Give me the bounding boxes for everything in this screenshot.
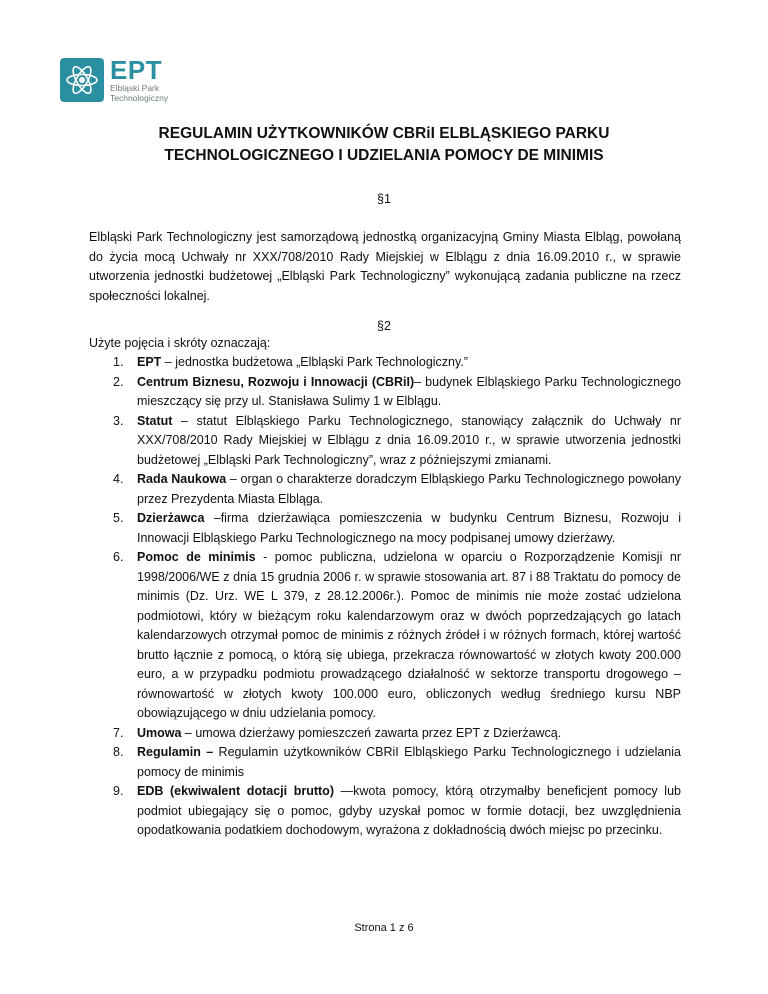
- definition-term: Pomoc de minimis: [137, 550, 256, 564]
- page-number: Strona 1 z 6: [354, 922, 414, 934]
- definition-term: EPT: [137, 355, 162, 369]
- definition-item: [89, 782, 681, 841]
- title-line-2: TECHNOLOGICZNEGO I UDZIELANIA POMOCY DE MINIMIS: [164, 147, 604, 164]
- section-2-mark: §2: [377, 319, 391, 333]
- definition-description: - pomoc publiczna, udzielona w oparciu o Rozporządzenie Komisji nr 1998/2006/WE z dnia 15 grudnia 2006 r. w sprawie stosowania art. 87 i 88 Traktatu do pomocy de minimis (Dz. Urz. WE L 379, z 28.12.2006r.). Pomoc de minimis nie może zostać udzielona podmiotowi, który w bieżącym roku kalendarzowym oraz w dwóch poprzedzających go latach kalendarzowych otrzymał pomoc de minimis z różnych źródeł i w różnych formach, której wartość brutto łącznie z pomocą, o którą się ubiega, przekracza równowartość w złotych kwoty 200.000 euro, a w przypadku podmiotu prowadzącego działalność w sektorze transportu drogowego – równowartość w złotych kwoty 100.000 euro, obliczonych według średniego kursu NBP obowiązującego w dniu udzielania pomocy.: [137, 550, 682, 720]
- definition-description: – umowa dzierżawy pomieszczeń zawarta przez EPT z Dzierżawcą.: [181, 725, 562, 740]
- section-2-intro: Użyte pojęcia i skróty oznaczają:: [89, 336, 271, 350]
- definition-number: 1.: [113, 355, 124, 369]
- definition-description: – statut Elbląskiego Parku Technologicznego, stanowiący załącznik do Uchwały nr XXX/708/2010 Rady Miejskiej w Elblągu z dnia 16.09.2010 r., w sprawie utworzenia jednostki budżetowej „Elbląski Park Technologiczny”, wraz z późniejszymi zmianami.: [137, 413, 681, 467]
- definition-term: Rada Naukowa: [137, 472, 227, 486]
- definition-term: Centrum Biznesu, Rozwoju i Innowacji (CBRiI): [137, 374, 415, 389]
- definition-number: 3.: [113, 413, 124, 428]
- definition-term: Umowa: [137, 725, 182, 740]
- logo-abbreviation: EPT: [110, 55, 163, 85]
- definition-item: [89, 353, 681, 373]
- ept-logo: [60, 57, 168, 103]
- definition-item: [89, 373, 681, 412]
- definition-number: 8.: [113, 745, 124, 759]
- definition-number: 4.: [113, 472, 124, 486]
- definition-item: [89, 724, 681, 744]
- definition-description: – jednostka budżetowa „Elbląski Park Technologiczny.”: [161, 355, 468, 369]
- definition-number: 5.: [113, 511, 124, 525]
- definition-number: 2.: [113, 374, 124, 389]
- definition-term: Regulamin –: [137, 745, 214, 759]
- logo-subtitle-line1: Elbląski Park: [110, 83, 160, 93]
- definition-term: Dzierżawca: [137, 511, 205, 525]
- definition-description: –firma dzierżawiąca pomieszczenia w budynku Centrum Biznesu, Rozwoju i Innowacji Elbląskiego Parku Technologicznego na mocy podpisanej umowy dzierżawy.: [137, 511, 681, 545]
- title-line-1: REGULAMIN UŻYTKOWNIKÓW CBRiI ELBLĄSKIEGO PARKU: [158, 125, 610, 142]
- definition-item: [89, 548, 681, 724]
- logo-subtitle-line2: Technologiczny: [110, 93, 169, 103]
- definition-item: [89, 743, 681, 782]
- definition-description: – budynek Elbląskiego Parku Technologicznego mieszczący się przy ul. Stanisława Sulimy 1 w Elblągu.: [137, 374, 681, 408]
- definition-number: 6.: [113, 550, 124, 564]
- definition-number: 9.: [113, 784, 124, 798]
- document-title: [100, 123, 668, 167]
- definition-description: – organ o charakterze doradczym Elbląskiego Parku Technologicznego powołany przez Prezydenta Miasta Elbląga.: [137, 472, 681, 506]
- definition-term: Statut: [137, 413, 173, 428]
- definitions-list: [89, 353, 681, 841]
- section-1-text: Elbląski Park Technologiczny jest samorządową jednostką organizacyjną Gminy Miasta Elbląg, powołaną do życia mocą Uchwały nr XXX/708/2010 Rady Miejskiej w Elblągu z dnia 16.09.2010 r., w sprawie utworzenia jednostki budżetowej „Elbląski Park Technologiczny” wykonującą zadania publiczne na rzecz społeczności lokalnej.: [89, 230, 681, 303]
- definition-item: [89, 470, 681, 509]
- definition-number: 7.: [113, 725, 124, 740]
- definition-item: [89, 412, 681, 471]
- atom-icon: [60, 58, 104, 102]
- definition-description: —kwota pomocy, którą otrzymałby beneficjent pomocy lub podmiot ubiegający się o pomoc, gdyby uzyskał pomoc w formie dotacji, bez uwzględnienia opodatkowania podatkiem dochodowym, wyrażona z dokładnością dwóch miejsc po przecinku.: [137, 784, 681, 837]
- definition-item: [89, 509, 681, 548]
- definition-description: Regulamin użytkowników CBRiI Elbląskiego Parku Technologicznego i udzielania pomocy de minimis: [137, 745, 681, 779]
- section-1-mark: §1: [377, 192, 391, 206]
- definition-term: EDB (ekwiwalent dotacji brutto): [137, 784, 334, 798]
